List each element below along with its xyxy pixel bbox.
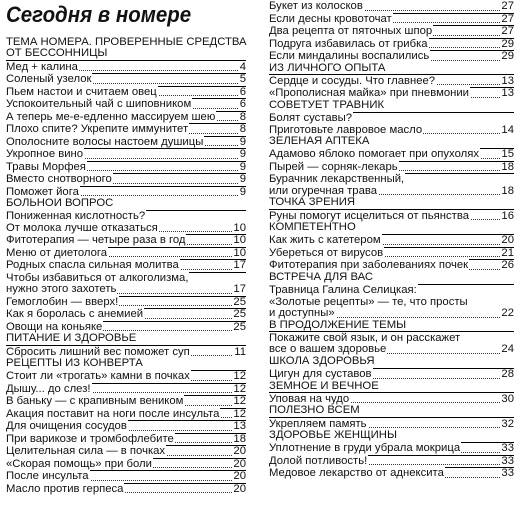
toc-page-number: 16 [501,209,514,222]
toc-entry[interactable] [6,74,246,87]
toc-entry-title: Уповая на чудо [269,392,350,405]
toc-entry[interactable] [6,371,246,384]
section-heading [269,320,514,333]
toc-page-number: 12 [233,395,246,408]
toc-page-number: 29 [501,37,514,50]
toc-page-number: 11 [234,345,246,358]
toc-page-number: 22 [501,307,514,319]
toc-page-number: 18 [233,432,246,445]
toc-entry-title: Бурачник лекарственный, [269,173,405,186]
toc-page-number: 9 [239,173,246,185]
toc-entry[interactable] [6,421,246,434]
toc-page-number: 33 [501,442,514,455]
toc-entry[interactable] [269,260,514,272]
section-heading [269,272,514,285]
toc-entry-title: Медовое лекарство от аднексита [269,467,444,480]
toc-page-number: 17 [233,283,246,296]
toc-page-number: 33 [501,467,514,480]
toc-entry-title: все о вашем здоровье [269,343,387,356]
section-heading-text: СОВЕТУЕТ ТРАВНИК [269,98,385,111]
toc-page-number: 10 [233,221,246,234]
toc-page-number: 13 [233,420,246,433]
toc-entry-title: Пониженная кислотность? [6,210,146,223]
toc-page-number: 9 [239,185,246,198]
section-heading [6,198,246,211]
section-heading [6,37,246,61]
toc-page-number: 20 [501,234,514,247]
toc-entry-title: Сердце и сосуды. Что главнее? [269,74,436,87]
toc-entry-title: Укропное вино [6,148,84,160]
section-heading [269,405,514,418]
toc-page-number: 13 [501,74,514,87]
toc-entry-title: Болят суставы? [269,112,353,124]
section-heading-text: ЗДОРОВЬЕ ЖЕНЩИНЫ [269,429,397,441]
toc-page-number: 18 [501,184,514,197]
toc-entry-title: и доступны» [269,307,335,319]
toc-entry-title: Родных спасла сильная молитва [6,259,179,272]
toc-entry-title: Травы Морфея [6,160,86,173]
toc-page-number: 6 [239,98,246,110]
toc-entry-title: «Золотые рецепты» — те, что просты [269,295,468,308]
toc-page-number: 6 [239,85,246,98]
toc-entry-title: Гемоглобин — вверх! [6,295,119,308]
toc-page-number: 12 [233,407,246,420]
toc-page-number: 20 [233,482,246,495]
toc-page-number: 9 [239,148,246,160]
toc-page-number: 25 [233,308,246,321]
toc-entry-title: Целительная сила — в почках [6,445,166,458]
toc-page-number: 12 [233,370,246,383]
toc-entry[interactable] [269,468,514,480]
toc-page-number: 14 [501,123,514,136]
toc-page-number: 12 [233,382,246,395]
toc-entry-title: Фитотерапия при заболеваниях почек [269,259,469,272]
toc-page-number: 10 [233,234,246,247]
toc-entry-title: Для очищения сосудов [6,420,127,433]
section-heading-text: ИЗ ЛИЧНОГО ОПЫТА [269,61,386,74]
toc-entry-title: Масло против герпеса [6,482,124,495]
toc-entry-title: Фитотерапия — четыре раза в год [6,234,186,247]
toc-entry-title: Травница Галина Селицкая: [269,284,417,296]
toc-entry[interactable] [269,419,514,431]
toc-page-number: 5 [239,73,246,85]
toc-entry[interactable] [6,446,246,459]
toc-entry-title: Стоит ли «трогать» камни в почках [6,370,190,383]
toc-entry-title: Соленый узелок [6,73,92,85]
toc-entry-title: или огуречная трава [269,184,378,197]
toc-entry-title: «Скорая помощь» при боли [6,457,152,470]
toc-page-number: 20 [233,470,246,483]
toc-entry[interactable] [6,174,246,187]
toc-entry[interactable] [269,235,514,248]
toc-page-number: 24 [501,343,514,356]
section-heading-text: ЗЕЛЕНАЯ АПТЕКА [269,135,370,147]
toc-page-number: 26 [501,259,514,272]
toc-page-number: 33 [501,454,514,467]
toc-entry-title: Как жить с катетером [269,234,381,247]
toc-page-number: 27 [501,25,514,37]
section-heading-text: ШКОЛА ЗДОРОВЬЯ [269,354,375,367]
toc-entry[interactable] [269,88,514,100]
section-heading-text: ОТ БЕССОННИЦЫ [6,47,108,60]
toc-page-number: 28 [501,368,514,380]
toc-entry[interactable] [6,273,246,297]
section-heading-text: КОМПЕТЕНТНО [269,221,356,233]
toc-entry[interactable] [6,235,246,248]
toc-page-number: 20 [233,445,246,458]
section-heading-text: ПИТАНИЕ И ЗДОРОВЬЕ [6,332,137,345]
toc-entry-title: Укрепляем память [269,417,367,430]
toc-entry-title: Покажите свой язык, и он расскажет [269,331,461,344]
section-heading-text: ТЕМА НОМЕРА. ПРОВЕРЕННЫЕ СРЕДСТВА [6,36,247,48]
toc-entry[interactable] [269,174,514,197]
toc-page-number: 29 [501,50,514,62]
toc-entry-title: Пырей — сорняк-лекарь [269,160,398,173]
section-heading-text: БОЛЬНОЙ ВОПРОС [6,197,114,209]
section-heading-text: РЕЦЕПТЫ ИЗ КОНВЕРТА [6,357,143,369]
toc-entry-title: При варикозе и тромбофлебите [6,432,174,445]
page-title: Сегодня в номере [6,2,192,27]
toc-entry-title: Если миндалины воспалились [269,50,430,62]
toc-entry[interactable] [269,211,514,223]
toc-page-number: 20 [233,457,246,470]
toc-page-number: 27 [501,12,514,25]
toc-entry[interactable] [269,51,514,63]
section-heading [269,222,514,235]
toc-entry[interactable] [269,1,514,14]
toc-left-list [6,37,246,495]
toc-entry-title: Цигун для суставов [269,368,372,380]
toc-entry-title: Два рецепта от пяточных шпор [269,25,433,37]
toc-page-number: 30 [501,392,514,405]
toc-entry[interactable] [269,394,514,406]
toc-entry[interactable] [6,149,246,162]
toc-page-number: 10 [233,246,246,259]
toc-entry-title: Поможет йога [6,185,79,198]
section-heading [269,136,514,149]
toc-entry[interactable] [269,113,514,136]
section-heading [269,100,514,113]
toc-page-number: 9 [239,160,246,173]
toc-entry-title: Адамово яблоко помогает при опухолях [269,148,479,161]
toc-entry[interactable] [6,187,246,199]
toc-entry-title: Плохо спите? Укрепите иммунитет [6,123,189,135]
toc-page-number: 9 [239,135,246,148]
toc-page-number: 4 [239,60,246,73]
toc-entry-title: Приготовьте лавровое масло [269,123,423,136]
section-heading [269,63,514,76]
toc-entry-title: Пьем настои и считаем овец [6,85,157,98]
toc-entry[interactable] [6,211,246,235]
toc-entry-title: Овощи на коньяке [6,320,103,333]
toc-entry-title: Чтобы избавиться от алкоголизма, [6,271,189,284]
toc-page-number: 8 [239,123,246,135]
section-heading [269,430,514,443]
toc-page-number: 25 [233,295,246,308]
toc-entry-title: От молока лучше отказаться [6,221,158,234]
section-heading-text: ЗЕМНОЕ И ВЕЧНОЕ [269,379,379,392]
toc-entry-title: Меню от диетолога [6,246,108,259]
toc-entry-title: Уплотнение в груди убрала мокрица [269,442,461,455]
toc-entry[interactable] [6,471,246,484]
section-heading-text: ТОЧКА ЗРЕНИЯ [269,196,356,209]
toc-entry[interactable] [6,396,246,409]
toc-page-number: 21 [501,246,514,259]
section-heading-text: ПОЛЕЗНО ВСЕМ [269,404,360,417]
section-heading [269,356,514,369]
toc-page-number: 15 [501,148,514,161]
toc-page-number: 13 [501,87,514,100]
toc-entry-title: Руны помогут исцелиться от пьянства [269,209,469,222]
toc-entry-title: нужно этого захотеть [6,283,117,296]
toc-page-number: 27 [501,0,514,12]
toc-entry-title: Долой потливость! [269,454,368,467]
toc-entry[interactable] [269,26,514,39]
toc-entry[interactable] [6,124,246,137]
toc-entry[interactable] [6,99,246,112]
toc-entry-title: Мед + калина [6,60,78,73]
toc-entry[interactable] [269,443,514,456]
toc-entry[interactable] [6,322,246,334]
section-heading [269,381,514,394]
toc-page-number: 17 [233,259,246,272]
toc-entry-title: Как я боролась с анемией [6,308,144,321]
toc-entry-title: Сбросить лишний вес поможет суп [6,345,190,358]
toc-entry-title: Вместо снотворного [6,173,112,185]
toc-entry-title: Если десны кровоточат [269,12,392,25]
toc-entry-title: Ополосните волосы настоем душицы [6,135,204,148]
toc-entry-title: После инсульта [6,470,89,483]
toc-page-number: 32 [501,417,514,430]
toc-entry-title: Букет из колосков [269,0,363,12]
toc-entry-title: В баньку — с крапивным веником [6,395,184,408]
toc-entry[interactable] [269,285,514,320]
section-heading [269,197,514,210]
toc-entry[interactable] [269,369,514,381]
toc-entry-title: А теперь ме-е-едленно массируем шею [6,110,216,123]
toc-entry-title: Акация поставит на ноги после инсульта [6,407,220,420]
toc-entry-title: Дышу... до слез! [6,382,91,395]
toc-right-list [269,1,514,480]
toc-entry-title: «Прополисная майка» при пневмонии [269,87,469,100]
toc-entry[interactable] [6,309,246,322]
toc-entry[interactable] [6,260,246,273]
toc-entry-title: Убереться от вирусов [269,246,384,259]
section-heading [6,358,246,371]
section-heading-text: В ПРОДОЛЖЕНИЕ ТЕМЫ [269,318,407,331]
toc-entry[interactable] [6,347,246,359]
toc-page-number: 8 [239,110,246,123]
toc-page-number: 25 [233,320,246,333]
toc-entry-title: Успокоительный чай с шиповником [6,98,192,110]
toc-page-number: 18 [501,160,514,173]
toc-entry[interactable] [269,149,514,162]
section-heading-text: ВСТРЕЧА ДЛЯ ВАС [269,270,374,283]
toc-entry-title: Подруга избавилась от грибка [269,37,428,50]
section-heading [6,333,246,346]
toc-entry[interactable] [269,333,514,356]
toc-entry[interactable] [6,484,246,496]
